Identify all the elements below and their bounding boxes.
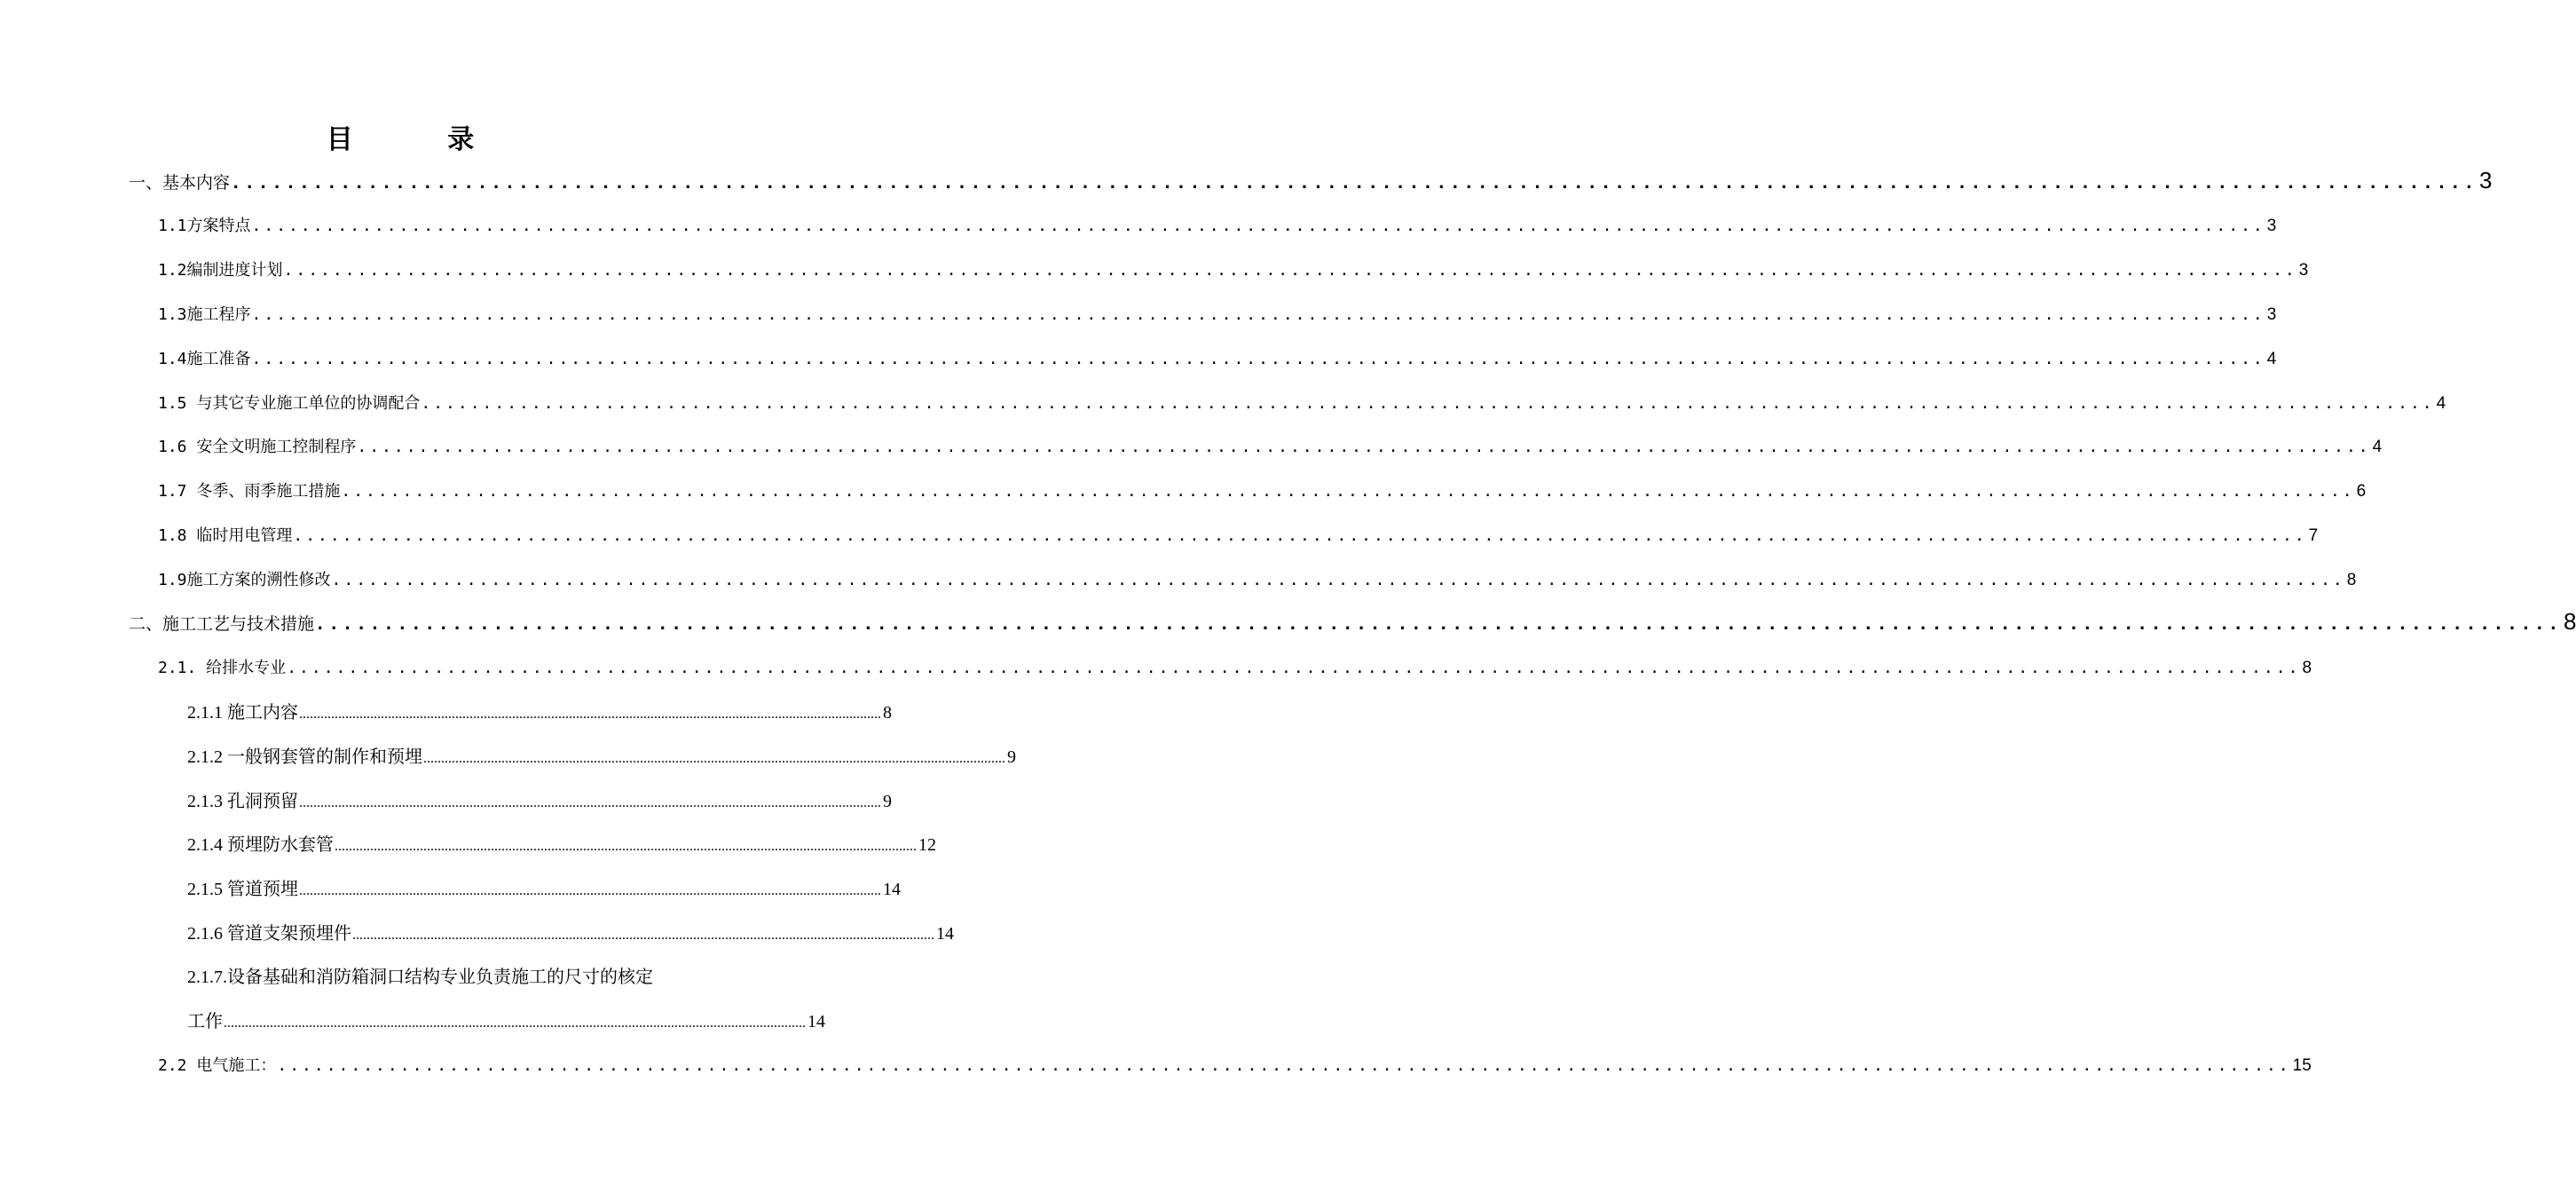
toc-leader: .................................................................................................................................................................... bbox=[335, 839, 917, 854]
toc-page-number: 15 bbox=[2292, 1056, 2312, 1075]
toc-page-number: 8 bbox=[883, 703, 892, 723]
toc-leader: .................................................................................................................................................................... bbox=[287, 659, 2301, 677]
toc-page-number: 6 bbox=[2356, 482, 2367, 501]
toc-page-number: 3 bbox=[2298, 261, 2309, 280]
toc-entry[interactable] bbox=[158, 434, 2383, 457]
toc-entry-label: 2.1.5 管道预埋 bbox=[187, 880, 298, 899]
toc-leader: .................................................................................................................................................................... bbox=[231, 173, 2478, 193]
toc-page-number: 3 bbox=[2266, 217, 2277, 235]
toc-entry-label: 1.6 安全文明施工控制程序 bbox=[158, 438, 357, 456]
toc-leader: .................................................................................................................................................................... bbox=[299, 795, 881, 810]
toc-leader: .................................................................................................................................................................... bbox=[299, 883, 881, 898]
toc-entry[interactable] bbox=[158, 213, 2277, 236]
toc-leader: .................................................................................................................................................................... bbox=[352, 928, 934, 943]
toc-entry-label: 2.1.4 预埋防水套管 bbox=[187, 835, 334, 855]
toc-page-number: 14 bbox=[807, 1012, 825, 1031]
toc-leader: .................................................................................................................................................................... bbox=[299, 707, 881, 722]
toc-page-number: 4 bbox=[2372, 438, 2383, 456]
toc-entry[interactable] bbox=[158, 1053, 2312, 1076]
toc-leader: .................................................................................................................................................................... bbox=[283, 261, 2297, 280]
toc-leader: .................................................................................................................................................................... bbox=[251, 350, 2265, 368]
toc-page-number: 9 bbox=[883, 792, 892, 811]
toc-page-number: 8 bbox=[2302, 659, 2312, 677]
toc-page-number: 14 bbox=[883, 880, 901, 899]
toc-page-number: 3 bbox=[2266, 305, 2277, 324]
toc-entry[interactable] bbox=[158, 391, 2446, 414]
toc-leader: .................................................................................................................................................................... bbox=[421, 394, 2435, 413]
toc-entry[interactable] bbox=[158, 478, 2367, 502]
toc-entry-label: 2.1.1 施工内容 bbox=[187, 703, 298, 723]
page-title: 目 录 bbox=[326, 124, 517, 155]
toc-entry[interactable] bbox=[158, 346, 2277, 369]
toc-page-number: 8 bbox=[2346, 571, 2357, 589]
toc-entry-label: 1.9施工方案的溯性修改 bbox=[158, 571, 331, 589]
toc-entry[interactable] bbox=[187, 874, 901, 900]
toc-entry[interactable] bbox=[158, 523, 2319, 546]
toc-entry-label: 工作 bbox=[187, 1012, 223, 1031]
toc-entry[interactable] bbox=[187, 830, 936, 856]
toc-leader: .................................................................................................................................................................... bbox=[341, 482, 2355, 501]
toc-page-number: 7 bbox=[2308, 526, 2319, 545]
toc-leader: .................................................................................................................................................................... bbox=[315, 614, 2563, 634]
toc-entry[interactable] bbox=[187, 786, 892, 812]
toc-entry[interactable] bbox=[158, 257, 2309, 280]
toc-entry-label: 1.4施工准备 bbox=[158, 350, 251, 368]
toc-entry-label: 2.1.2 一般钢套管的制作和预埋 bbox=[187, 747, 422, 767]
toc-entry[interactable] bbox=[158, 655, 2312, 678]
toc-leader: .................................................................................................................................................................... bbox=[251, 305, 2265, 324]
toc-entry-label: 二、施工工艺与技术措施 bbox=[129, 614, 315, 634]
toc-entry[interactable] bbox=[187, 742, 1016, 768]
toc-page-number: 8 bbox=[2564, 608, 2576, 635]
toc-leader: .................................................................................................................................................................... bbox=[224, 1015, 806, 1031]
toc-entry[interactable] bbox=[187, 698, 892, 723]
toc-leader: .................................................................................................................................................................... bbox=[293, 526, 2307, 545]
toc-entry-label: 1.8 临时用电管理 bbox=[158, 526, 293, 545]
toc-page-number: 4 bbox=[2266, 350, 2277, 368]
toc-entry-label: 一、基本内容 bbox=[129, 173, 231, 193]
toc-entry-label: 2.1. 给排水专业 bbox=[158, 659, 287, 677]
toc-entry[interactable] bbox=[158, 302, 2277, 325]
toc-leader: .................................................................................................................................................................... bbox=[331, 571, 2345, 589]
toc-entry-label: 1.1方案特点 bbox=[158, 217, 251, 235]
toc-entry-label: 1.2编制进度计划 bbox=[158, 261, 283, 280]
toc-entry[interactable] bbox=[187, 1007, 825, 1032]
toc-page-number: 14 bbox=[936, 924, 954, 944]
toc-leader: .................................................................................................................................................................... bbox=[357, 438, 2371, 456]
toc-page-number: 9 bbox=[1007, 747, 1016, 767]
toc-entry-label: 1.3施工程序 bbox=[158, 305, 251, 324]
toc-page-number: 4 bbox=[2436, 394, 2446, 413]
toc-leader: .................................................................................................................................................................... bbox=[251, 217, 2265, 235]
toc-entry-label: 2.1.3 孔洞预留 bbox=[187, 792, 298, 811]
toc-entry[interactable] bbox=[129, 167, 2493, 194]
toc-entry[interactable] bbox=[158, 567, 2357, 590]
toc-page-number: 12 bbox=[918, 835, 936, 855]
toc-leader: .................................................................................................................................................................... bbox=[277, 1056, 2291, 1075]
toc-entry[interactable] bbox=[187, 919, 954, 944]
toc-entry[interactable] bbox=[129, 608, 2576, 636]
toc-page-number: 3 bbox=[2479, 167, 2493, 194]
toc-entry-label: 1.5 与其它专业施工单位的协调配合 bbox=[158, 394, 421, 413]
toc-entry-label: 1.7 冬季、雨季施工措施 bbox=[158, 482, 341, 501]
toc-leader: .................................................................................................................................................................... bbox=[423, 751, 1005, 766]
toc-entry-label-first-line[interactable]: 2.1.7.设备基础和消防箱洞口结构专业负责施工的尺寸的核定 bbox=[187, 968, 653, 987]
toc-entry-label: 2.2 电气施工： bbox=[158, 1056, 277, 1075]
toc-entry-label: 2.1.6 管道支架预埋件 bbox=[187, 924, 351, 944]
